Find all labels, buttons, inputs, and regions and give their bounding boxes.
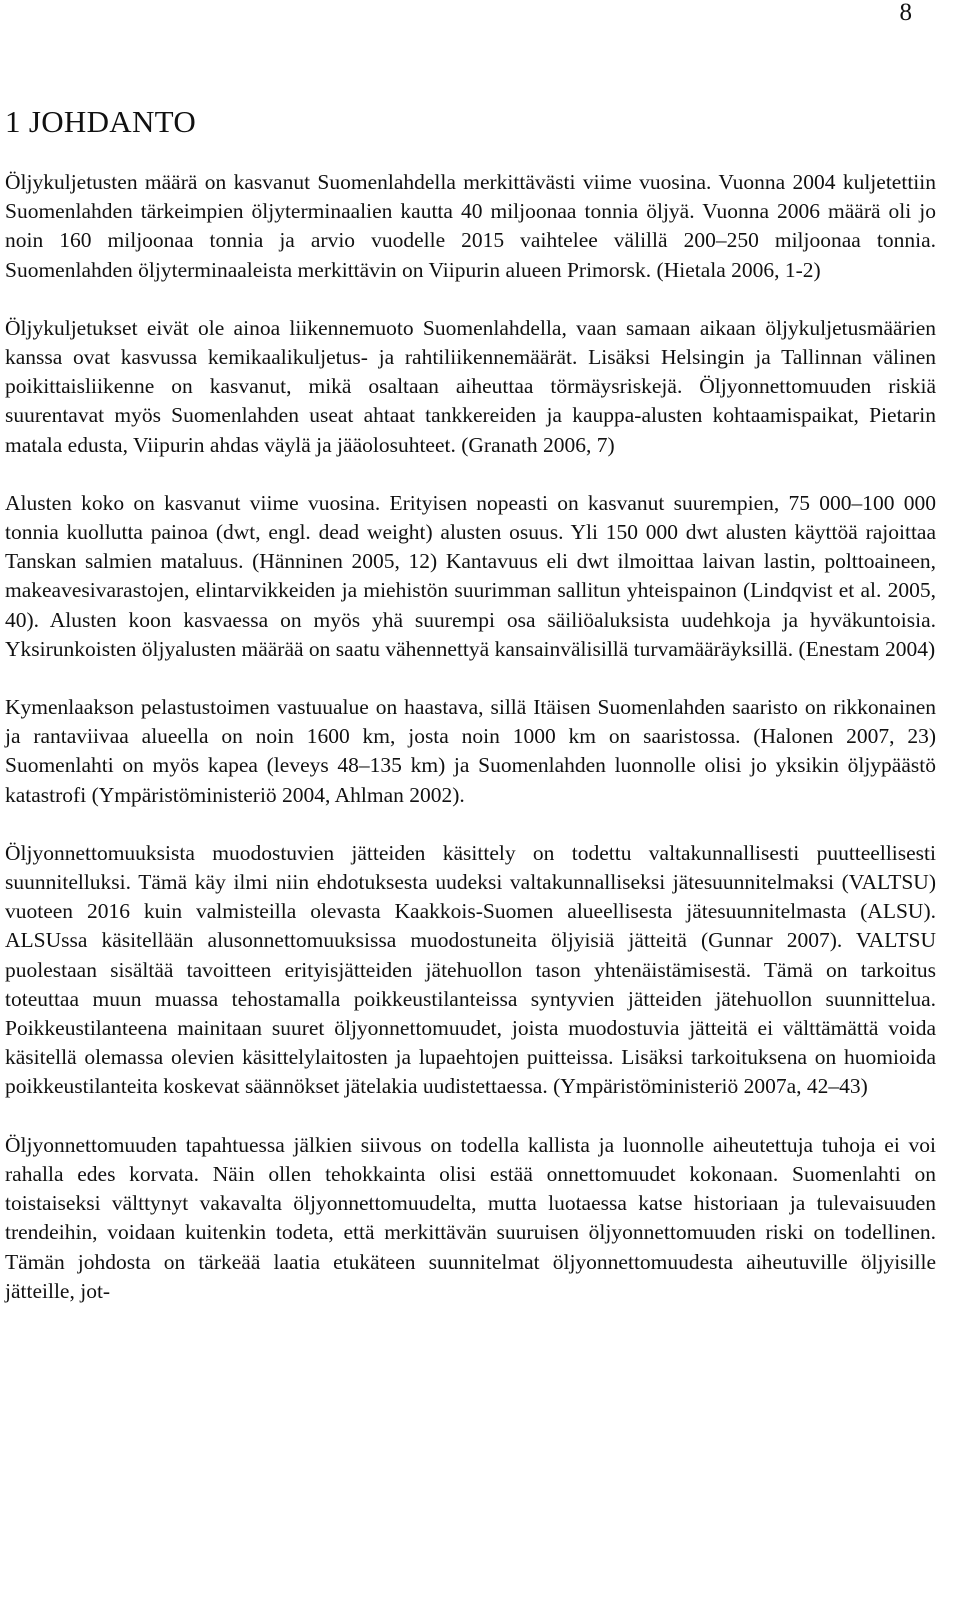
body-text (5, 168, 936, 1335)
page-number: 8 (899, 0, 912, 26)
paragraph-waste-planning: Öljyonnettomuuksista muodostuvien jätteiden käsittely on todettu valtakunnallisesti puutteellisesti suunnitelluksi. Tämä käy ilmi niin ehdotuksesta uudeksi valtakunnalliseksi jätesuunnitelmaksi (VALTSU) vuoteen 2016 kuin valmisteilla olevasta Kaakkois-Suomen alueellisesta jätesuunnitelmasta (ALSU). ALSUssa käsitellään alusonnettomuuksissa muodostuneita öljyisiä jätteitä (Gunnar 2007). VALTSU puolestaan sisältää tavoitteen erityisjätteiden jätehuollon tason yhtenäistämisestä. Tämä on tarkoitus toteuttaa muun muassa tehostamalla poikkeustilanteissa syntyvien jätteiden jätehuollon suunnittelua. Poikkeustilanteena mainitaan suuret öljyonnettomuudet, joista muodostuvia jätteitä ei välttämättä voida käsitellä olemassa olevien käsittelylaitosten ja lupaehtojen puitteissa. Lisäksi tarkoituksena on huomioida poikkeustilanteita koskevat säännökset jätelakia uudistettaessa. (Ympäristöministeriö 2007a, 42–43) (5, 840, 936, 1099)
paragraph-oil-transport-volume: Öljykuljetusten määrä on kasvanut Suomenlahdella merkittävästi viime vuosina. Vuonna 2004 kuljetettiin Suomenlahden tärkeimpien öljyterminaalien kautta 40 miljoonaa tonnia öljyä. Vuonna 2006 määrä oli jo noin 160 miljoonaa tonnia ja arvio vuodelle 2015 vaihtelee välillä 200–250 miljoonaa tonnia. Suomenlahden öljyterminaaleista merkittävin on Viipurin alueen Primorsk. (Hietala 2006, 1-2) (5, 170, 936, 282)
paragraph-prevention: Öljyonnettomuuden tapahtuessa jälkien siivous on todella kallista ja luonnolle aiheutettuja tuhoja ei voi rahalla edes korvata. Näin ollen tehokkainta olisi estää onnettomuudet kokonaan. Suomenlahti on toistaiseksi välttynyt vakavalta öljyonnettomuudelta, mutta luotaessa katse historiaan ja tulevaisuuden trendeihin, voidaan kuitenkin todeta, että merkittävän suuruisen öljyonnettomuuden riski on todellinen. Tämän johdosta on tärkeää laatia etukäteen suunnitelmat öljyonnettomuudesta aiheutuville öljyisille jätteille, jot- (5, 1132, 936, 1303)
paragraph-kymenlaakso-rescue: Kymenlaakson pelastustoimen vastuualue on haastava, sillä Itäisen Suomenlahden saaristo on rikkonainen ja rantaviivaa alueella on noin 1600 km, josta noin 1000 km on saaristossa. (Halonen 2007, 23) Suomenlahti on myös kapea (leveys 48–135 km) ja Suomenlahden luonnolle olisi jo yksikin öljypäästö katastrofi (Ympäristöministeriö 2004, Ahlman 2002). (5, 695, 936, 807)
paragraph-vessel-size: Alusten koko on kasvanut viime vuosina. Erityisen nopeasti on kasvanut suurempien, 75 000–100 000 tonnia kuollutta painoa (dwt, engl. dead weight) alusten osuus. Yli 150 000 dwt alusten käyttöä rajoittaa Tanskan salmien mataluus. (Hänninen 2005, 12) Kantavuus eli dwt ilmoittaa laivan lastin, polttoaineen, makeavesivarastojen, elintarvikkeiden ja miehistön suurimman sallitun yhteispainon (Lindqvist et al. 2005, 40). Alusten koon kasvaessa on myös yhä suurempi osa säiliöaluksista uudehkoja ja hyväkuntoisia. Yksirunkoisten öljyalusten määrää on saatu vähennettyä kansainvälisillä turvamääräyksillä. (Enestam 2004) (5, 490, 936, 661)
chapter-heading: 1 JOHDANTO (5, 104, 197, 139)
paragraph-traffic-risks: Öljykuljetukset eivät ole ainoa liikennemuoto Suomenlahdella, vaan samaan aikaan öljykuljetusmäärien kanssa ovat kasvussa kemikaalikuljetus- ja rahtiliikennemäärät. Lisäksi Helsingin ja Tallinnan välinen poikittaisliikenne on kasvanut, mikä osaltaan aiheuttaa törmäysriskejä. Öljyonnettomuuden riskiä suurentavat myös Suomenlahden useat ahtaat tankkereiden ja kauppa-alusten kohtaamispaikat, Pietarin matala edusta, Viipurin ahdas väylä ja jääolosuhteet. (Granath 2006, 7) (5, 315, 936, 457)
